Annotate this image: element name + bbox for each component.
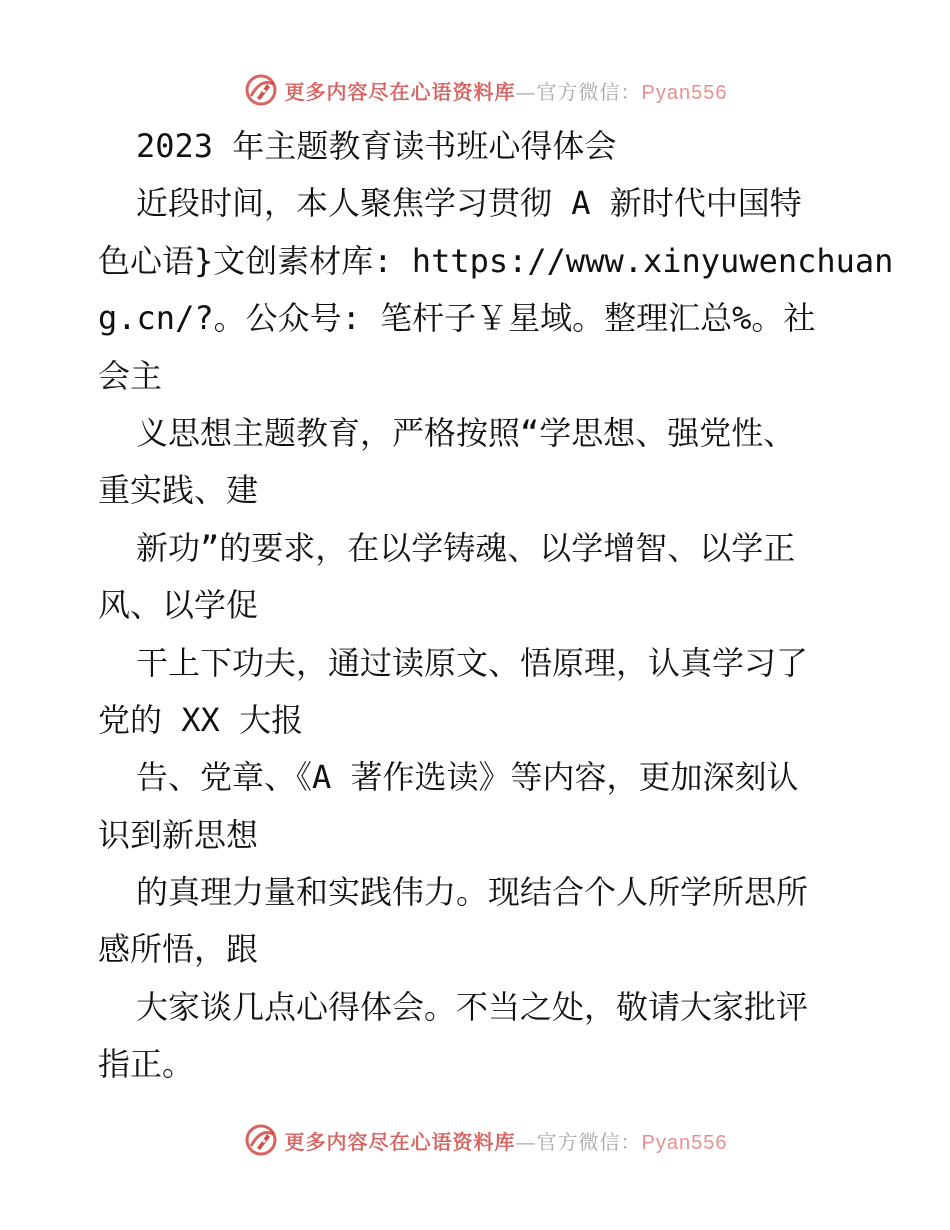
paragraph-line: 感所悟，跟 <box>98 930 259 969</box>
watermark-wechat-label: 官方微信： <box>536 1129 642 1154</box>
paragraph-line: 会主 <box>98 356 163 395</box>
watermark-site-text: 更多内容尽在心语资料库 <box>284 79 516 104</box>
watermark-text <box>285 76 728 105</box>
watermark-site-text: 更多内容尽在心语资料库 <box>284 1129 516 1154</box>
pen-nib-swirl-icon <box>243 72 279 108</box>
document-body <box>98 118 894 1094</box>
watermark-dash: — <box>515 79 537 104</box>
paragraph-line: 风、以学促 <box>98 586 259 625</box>
paragraph-line: g.cn/?。公众号: 笔杆子￥星域。整理汇总%。社 <box>98 299 816 338</box>
document-title: 2023 年主题教育读书班心得体会 <box>136 127 617 165</box>
watermark-wechat-id: Pyan556 <box>641 81 728 104</box>
paragraph-line: 义思想主题教育，严格按照“学思想、强党性、 <box>136 413 796 452</box>
paragraph-line: 的真理力量和实践伟力。现结合个人所学所思所 <box>136 873 809 912</box>
paragraph-line: 告、党章、《A 著作选读》等内容，更加深刻认 <box>136 758 799 797</box>
footer-watermark-banner <box>0 1120 950 1160</box>
paragraph-line: 近段时间，本人聚焦学习贯彻 A 新时代中国特 <box>136 184 802 223</box>
paragraph-line: 识到新思想 <box>98 815 259 854</box>
watermark-text <box>285 1126 728 1155</box>
watermark-dash: — <box>515 1129 537 1154</box>
paragraph-line: 党的 XX 大报 <box>98 700 304 739</box>
paragraph-line: 重实践、建 <box>98 471 259 510</box>
watermark-wechat-id: Pyan556 <box>641 1131 728 1154</box>
header-watermark-banner <box>0 70 950 110</box>
paragraph-line: 干上下功夫，通过读原文、悟原理，认真学习了 <box>136 643 809 682</box>
pen-nib-swirl-icon <box>243 1122 279 1158</box>
paragraph-line: 新功”的要求，在以学铸魂、以学增智、以学正 <box>136 528 796 567</box>
header-watermark <box>243 72 728 108</box>
paragraph-line: 指正。 <box>98 1045 195 1084</box>
footer-watermark <box>243 1122 728 1158</box>
paragraph-line: 色心语}文创素材库: https://www.xinyuwenchuan <box>98 241 894 280</box>
watermark-wechat-label: 官方微信： <box>536 79 642 104</box>
paragraph-line: 大家谈几点心得体会。不当之处，敬请大家批评 <box>136 987 809 1026</box>
